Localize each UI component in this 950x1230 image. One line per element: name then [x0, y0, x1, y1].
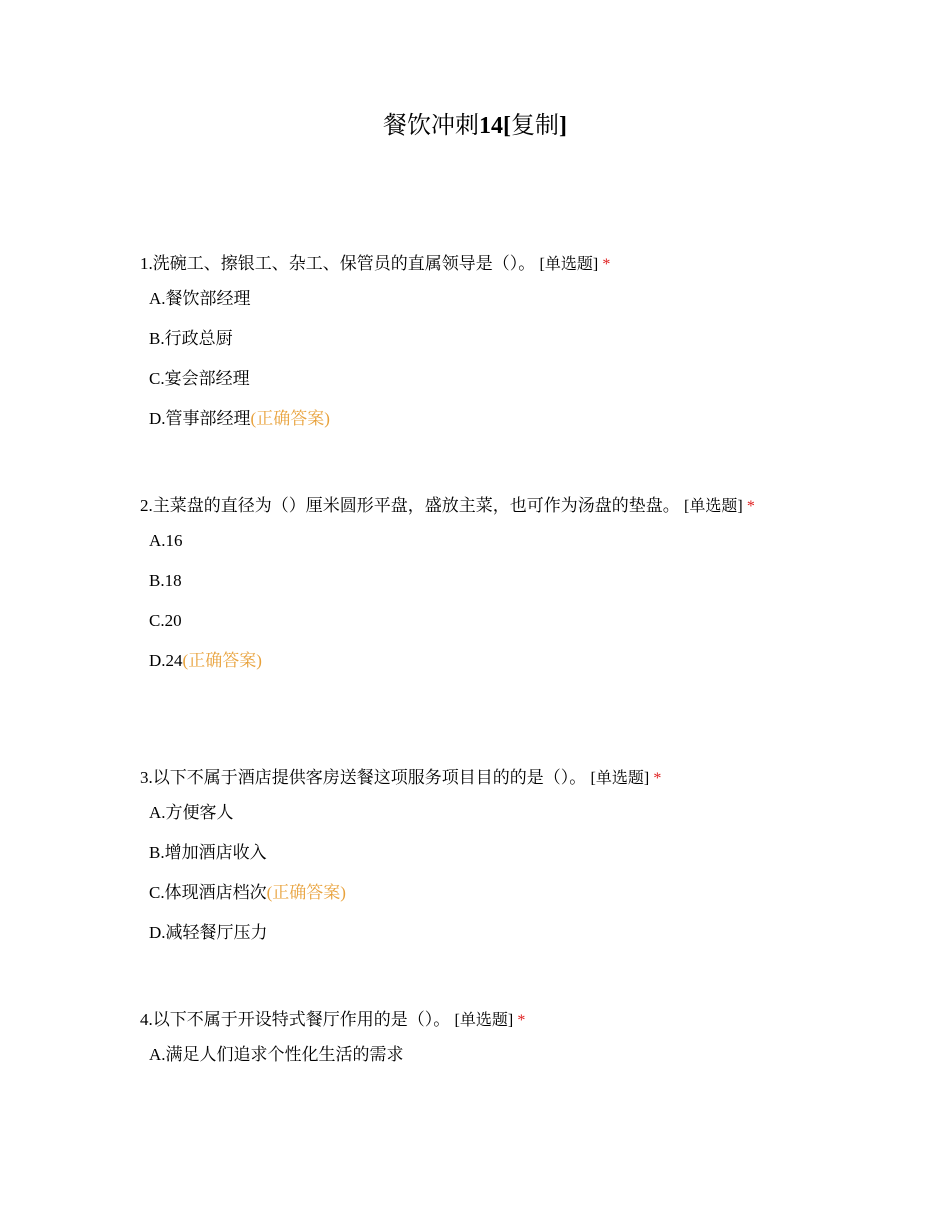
- question-2: [140, 489, 810, 689]
- required-mark: *: [517, 1012, 526, 1029]
- required-mark: *: [746, 498, 755, 515]
- option-b: [149, 569, 810, 593]
- option-a: [149, 287, 810, 311]
- option-text: B.18: [149, 571, 182, 590]
- option-text: A.满足人们追求个性化生活的需求: [149, 1045, 404, 1064]
- option-list: [140, 287, 810, 431]
- question-type: [单选题]: [454, 1012, 514, 1029]
- title-number: 14[: [479, 113, 511, 139]
- question-3: [140, 761, 810, 961]
- option-d: [149, 407, 810, 431]
- option-text: D.24: [149, 651, 183, 670]
- option-d: [149, 921, 810, 945]
- question-stem: [140, 247, 810, 281]
- option-text: C.宴会部经理: [149, 369, 250, 388]
- title-mid: 复制: [511, 113, 559, 139]
- required-mark: *: [653, 770, 662, 787]
- question-type: [单选题]: [684, 498, 743, 515]
- option-text: D.管事部经理: [149, 409, 251, 428]
- option-text: A.餐饮部经理: [149, 289, 251, 308]
- option-a: [149, 801, 810, 825]
- option-c: [149, 367, 810, 391]
- question-stem: [140, 489, 810, 523]
- option-text: B.增加酒店收入: [149, 843, 267, 862]
- option-text: C.体现酒店档次: [149, 883, 267, 902]
- option-a: [149, 529, 810, 553]
- option-text: C.20: [149, 611, 182, 630]
- required-mark: *: [602, 256, 611, 273]
- correct-answer-marker: (正确答案): [182, 651, 262, 670]
- question-text: 3.以下不属于酒店提供客房送餐这项服务项目目的的是（）。: [140, 768, 587, 787]
- question-type: [单选题]: [590, 770, 650, 787]
- option-b: [149, 327, 810, 351]
- option-c: [149, 881, 810, 905]
- option-list: [140, 529, 810, 673]
- option-text: A.16: [149, 531, 183, 550]
- title-suffix: ]: [559, 113, 567, 139]
- question-stem: [140, 1003, 810, 1037]
- option-list: [140, 1043, 810, 1067]
- correct-answer-marker: (正确答案): [250, 409, 330, 428]
- question-1: [140, 247, 810, 447]
- question-text: 4.以下不属于开设特式餐厅作用的是（）。: [140, 1010, 451, 1029]
- question-text: 2.主菜盘的直径为（）厘米圆形平盘，盛放主菜，也可作为汤盘的垫盘。: [140, 496, 680, 515]
- question-type: [单选题]: [539, 256, 599, 273]
- option-text: D.减轻餐厅压力: [149, 923, 268, 942]
- option-d: [149, 649, 810, 673]
- option-list: [140, 801, 810, 945]
- option-text: A.方便客人: [149, 803, 234, 822]
- question-stem: [140, 761, 810, 795]
- option-c: [149, 609, 810, 633]
- option-text: B.行政总厨: [149, 329, 233, 348]
- option-a: [149, 1043, 810, 1067]
- title-prefix: 餐饮冲刺: [383, 113, 479, 139]
- question-text: 1.洗碗工、擦银工、杂工、保管员的直属领导是（）。: [140, 254, 536, 273]
- page-title: [0, 108, 950, 144]
- option-b: [149, 841, 810, 865]
- question-4: [140, 1003, 810, 1083]
- correct-answer-marker: (正确答案): [266, 883, 346, 902]
